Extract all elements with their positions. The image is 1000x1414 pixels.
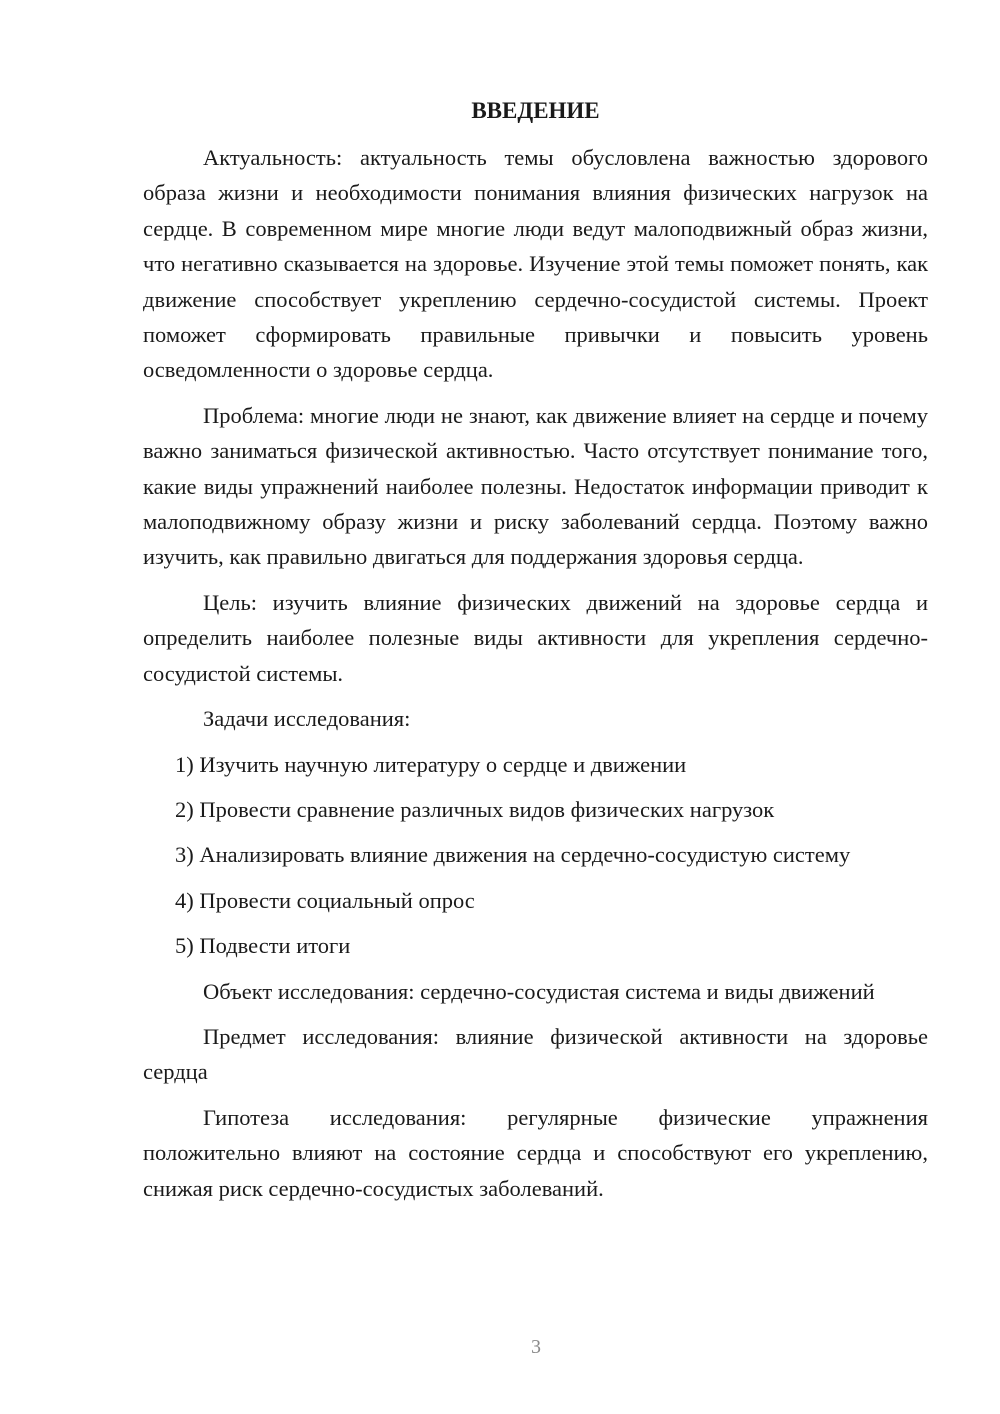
relevance-paragraph: Актуальность: актуальность темы обусловлена важностью здорового образа жизни и необходимости понимания влияния физических нагрузок на сердце. В современном мире многие люди ведут малоподвижный образ жизни, что негативно сказывается на здоровье. Изучение этой темы поможет понять, как движение способствует укреплению сердечно-сосудистой системы. Проект поможет сформировать правильные привычки и повысить уровень осведомленности о здоровье сердца.	[143, 145, 928, 383]
section-heading: ВВЕДЕНИЕ	[471, 98, 600, 123]
problem-paragraph: Проблема: многие люди не знают, как движение влияет на сердце и почему важно заниматься физической активностью. Часто отсутствует понимание того, какие виды упражнений наиболее полезны. Недостаток информации приводит к малоподвижному образу жизни и риску заболеваний сердца. Поэтому важно изучить, как правильно двигаться для поддержания здоровья сердца.	[143, 402, 928, 570]
subject-paragraph: Предмет исследования: влияние физической активности на здоровье сердца	[143, 1023, 928, 1085]
task-item-1: 1) Изучить научную литературу о сердце и движении	[175, 751, 687, 777]
task-item-3: 3) Анализировать влияние движения на сердечно-сосудистую систему	[175, 842, 851, 868]
task-item-4: 4) Провести социальный опрос	[175, 887, 475, 913]
tasks-heading: Задачи исследования:	[203, 706, 411, 732]
goal-paragraph: Цель: изучить влияние физических движений на здоровье сердца и определить наиболее полезные виды активности для укрепления сердечно-сосудистой системы.	[143, 589, 928, 686]
task-item-5: 5) Подвести итоги	[175, 933, 351, 959]
task-item-2: 2) Провести сравнение различных видов физических нагрузок	[175, 796, 775, 822]
page-number: 3	[531, 1336, 541, 1358]
document-page	[143, 96, 928, 1216]
object-paragraph: Объект исследования: сердечно-сосудистая система и виды движений	[203, 978, 875, 1004]
hypothesis-paragraph: Гипотеза исследования: регулярные физические упражнения положительно влияют на состояние сердца и способствуют его укреплению, снижая риск сердечно-сосудистых заболеваний.	[143, 1104, 928, 1201]
